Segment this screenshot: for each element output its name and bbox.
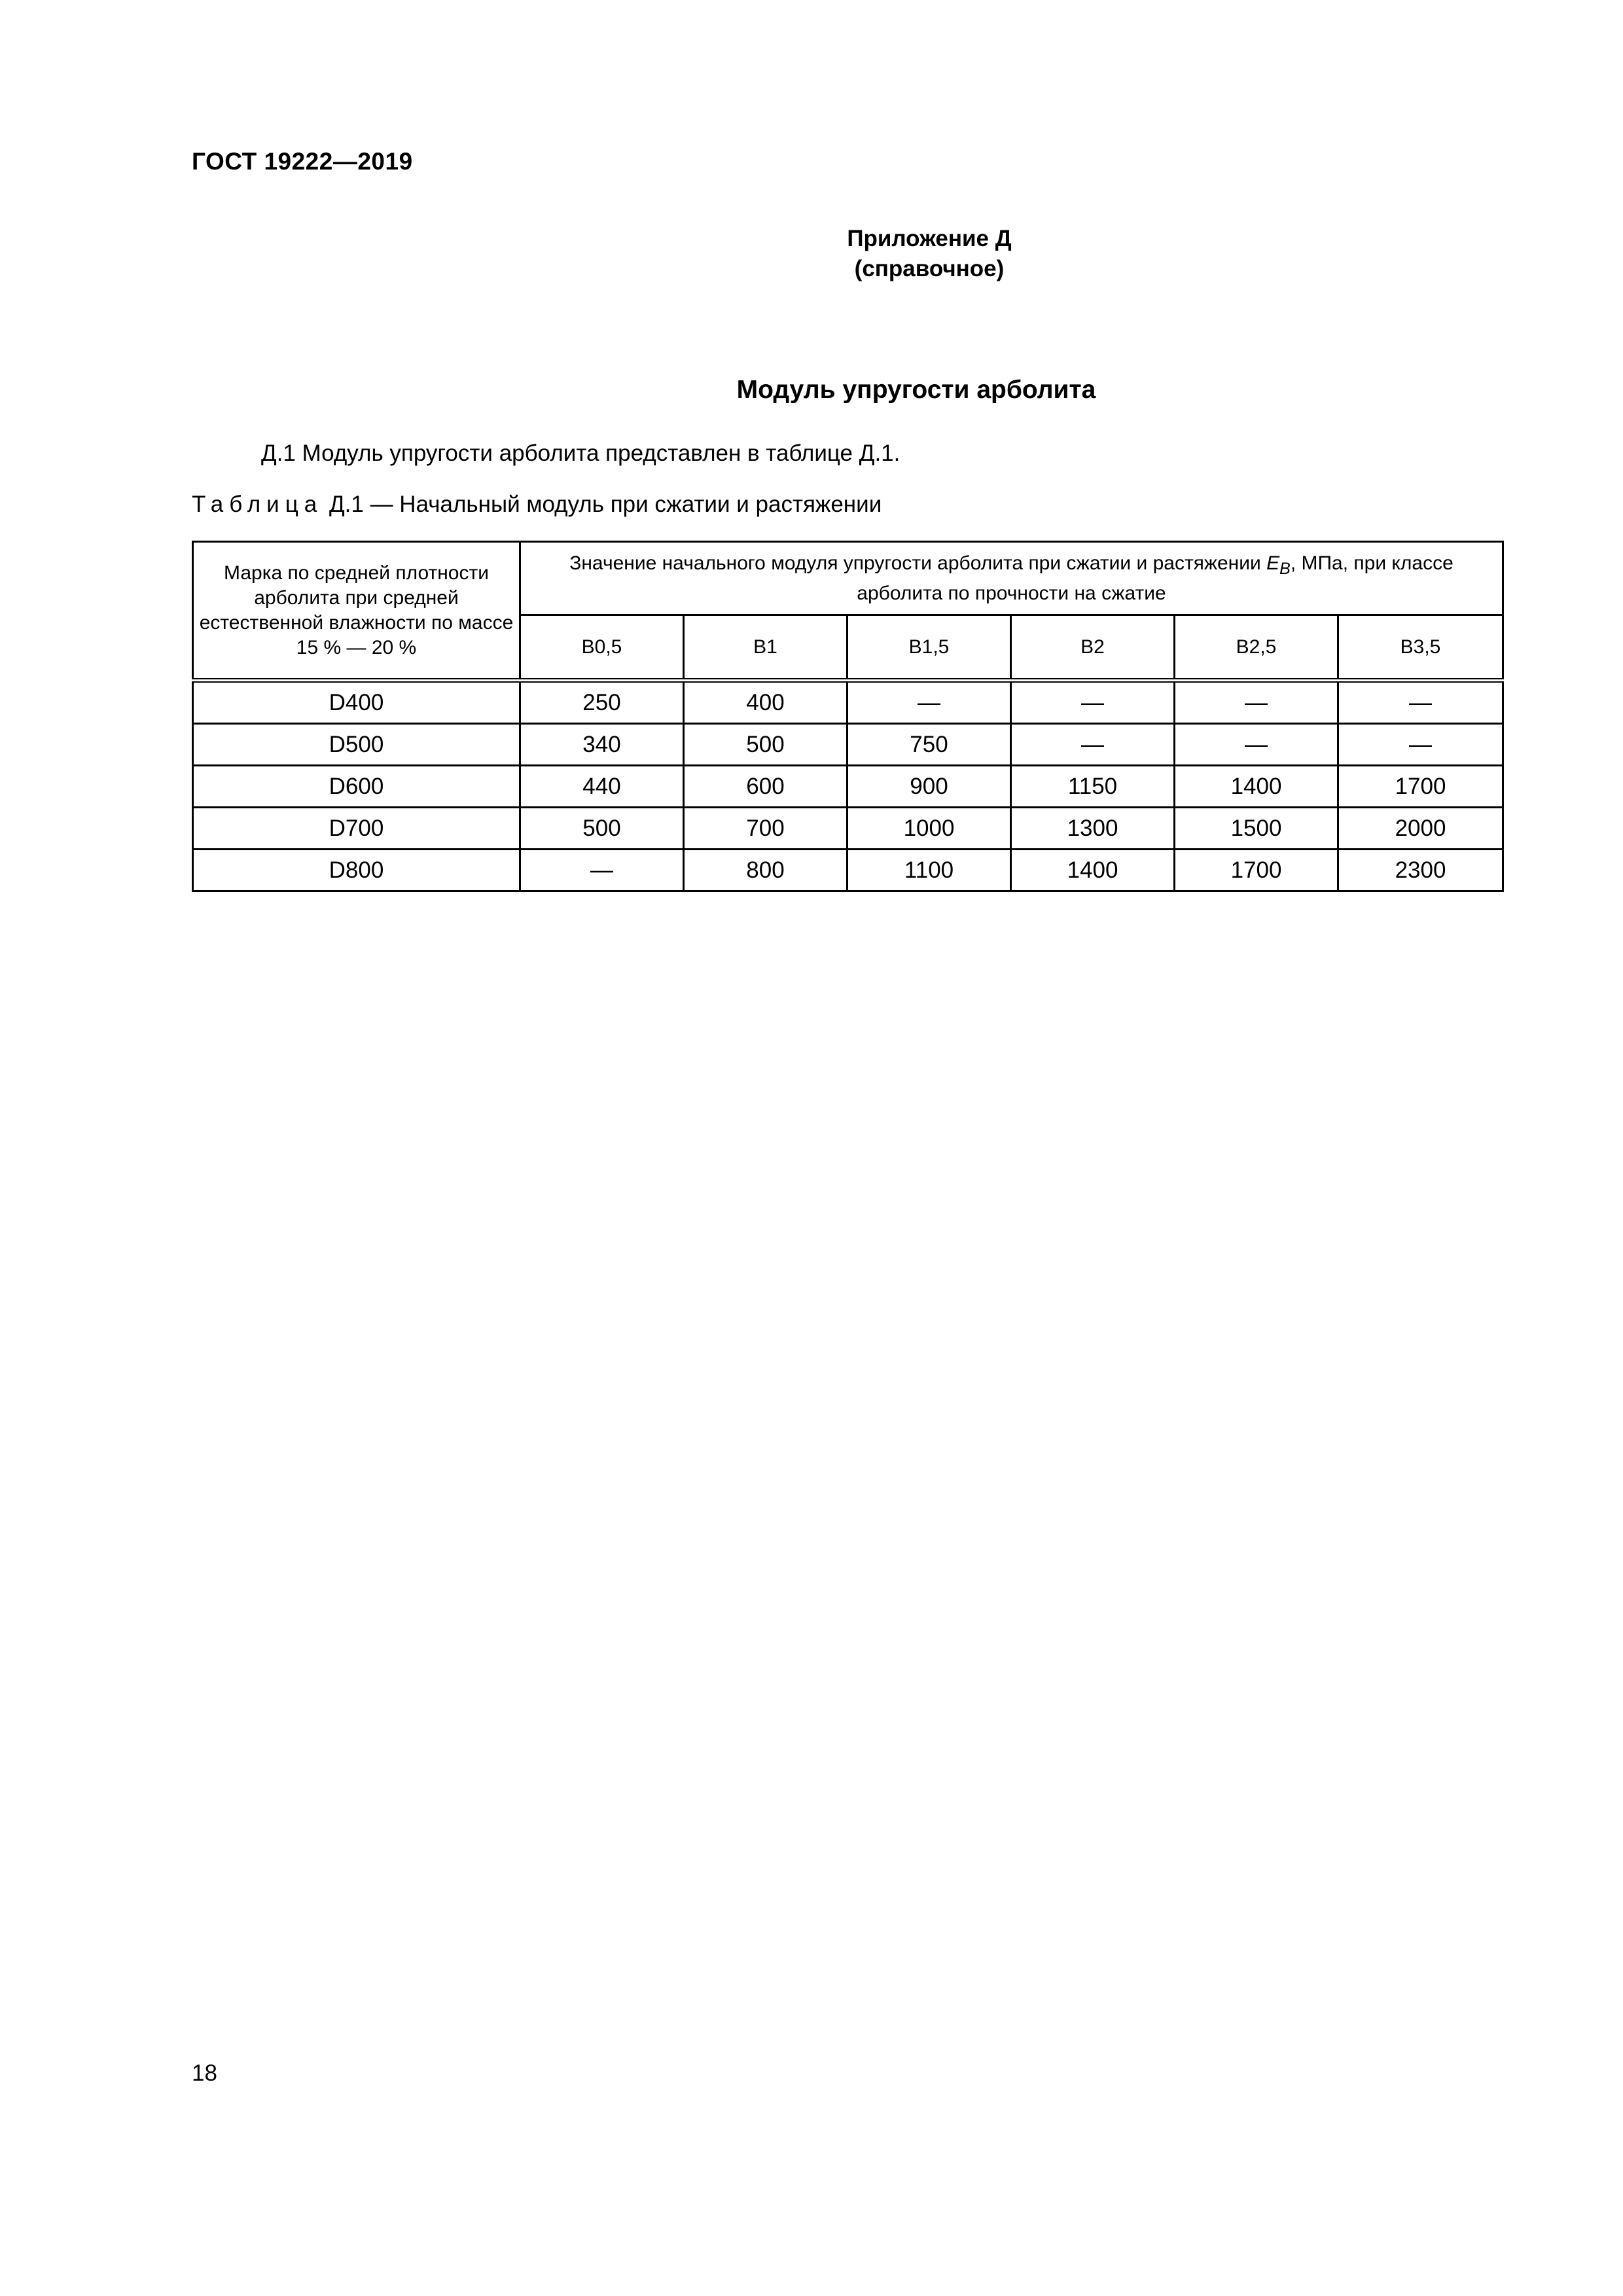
value-cell: 250 <box>520 681 684 724</box>
value-cell: — <box>1338 681 1503 724</box>
annex-title: Приложение Д <box>847 226 1012 251</box>
value-cell: 1400 <box>1175 766 1338 808</box>
value-cell: — <box>1175 724 1338 766</box>
grade-cell: D700 <box>193 808 520 850</box>
value-cell: 900 <box>847 766 1011 808</box>
value-cell: 1400 <box>1011 850 1175 891</box>
value-cell: — <box>1175 681 1338 724</box>
section-title: Модуль упругости арболита <box>736 376 1096 404</box>
class-header-cell: В1,5 <box>847 615 1011 681</box>
value-cell: — <box>1338 724 1503 766</box>
header-modulus-subscript: B <box>1279 559 1291 578</box>
value-cell: — <box>520 850 684 891</box>
value-cell: 500 <box>684 724 847 766</box>
class-header-cell: В2,5 <box>1175 615 1338 681</box>
value-cell: 600 <box>684 766 847 808</box>
value-cell: 1000 <box>847 808 1011 850</box>
value-cell: 1150 <box>1011 766 1175 808</box>
table-row <box>193 724 1503 766</box>
table-row <box>193 681 1503 724</box>
table-row <box>193 808 1503 850</box>
value-cell: — <box>1011 724 1175 766</box>
value-cell: 1700 <box>1338 766 1503 808</box>
header-modulus-text-a: Значение начального модуля упругости арболита при сжатии и растяжении <box>569 552 1267 574</box>
header-modulus-group <box>520 542 1503 615</box>
page-number: 18 <box>192 2060 217 2086</box>
table-caption-text: Д.1 — Начальный модуль при сжатии и растяжении <box>329 492 882 517</box>
intro-paragraph: Д.1 Модуль упругости арболита представлен в таблице Д.1. <box>261 440 901 466</box>
annex-subtitle: (справочное) <box>854 256 1005 281</box>
grade-cell: D800 <box>193 850 520 891</box>
value-cell: 500 <box>520 808 684 850</box>
class-header-cell: В1 <box>684 615 847 681</box>
table-row <box>193 766 1503 808</box>
table-row <box>193 850 1503 891</box>
value-cell: 400 <box>684 681 847 724</box>
header-modulus-text-b: , МПа, при классе арболита по прочности на сжатие <box>857 552 1454 604</box>
grade-cell: D500 <box>193 724 520 766</box>
header-density-grade: Марка по средней плотности арболита при средней естественной влажности по массе 15 % — 20 % <box>193 542 520 681</box>
value-cell: 750 <box>847 724 1011 766</box>
grade-cell: D400 <box>193 681 520 724</box>
grade-cell: D600 <box>193 766 520 808</box>
value-cell: 1100 <box>847 850 1011 891</box>
value-cell: 440 <box>520 766 684 808</box>
header-modulus-symbol: E <box>1266 552 1280 574</box>
value-cell: 1500 <box>1175 808 1338 850</box>
table-caption <box>192 492 882 518</box>
class-header-cell: В2 <box>1011 615 1175 681</box>
value-cell: 2000 <box>1338 808 1503 850</box>
class-header-cell: В0,5 <box>520 615 684 681</box>
value-cell: 340 <box>520 724 684 766</box>
elasticity-table <box>192 541 1502 884</box>
table-caption-label: Таблица <box>192 492 323 517</box>
class-header-cell: В3,5 <box>1338 615 1503 681</box>
value-cell: 2300 <box>1338 850 1503 891</box>
value-cell: 800 <box>684 850 847 891</box>
table-body <box>193 681 1503 891</box>
document-header: ГОСТ 19222—2019 <box>192 148 413 175</box>
value-cell: — <box>847 681 1011 724</box>
annex-heading <box>694 224 1165 284</box>
value-cell: 1700 <box>1175 850 1338 891</box>
value-cell: 1300 <box>1011 808 1175 850</box>
value-cell: 700 <box>684 808 847 850</box>
value-cell: — <box>1011 681 1175 724</box>
